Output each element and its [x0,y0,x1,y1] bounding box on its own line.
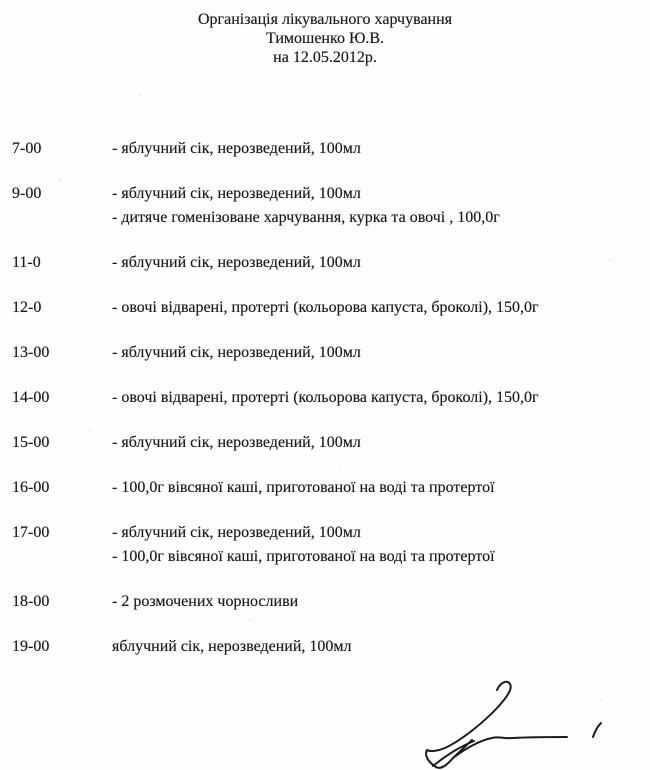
time-label: 12-0 [12,299,42,316]
time-label: 17-00 [12,524,50,541]
meal-items [112,296,650,320]
meal-items [112,476,650,500]
meal-item: - яблучний сік, нерозведений, 100мл [112,524,361,541]
schedule-row [12,341,650,365]
meal-item: - яблучний сік, нерозведений, 100мл [112,140,361,157]
meal-item: - 100,0г вівсяної каші, приготованої на воді та протертої [112,548,495,565]
schedule-row [12,182,650,230]
time-label: 13-00 [12,344,50,361]
time-label: 19-00 [12,638,50,655]
schedule-row [12,137,650,161]
meal-items [112,341,650,365]
meal-item: - овочі відварені, протерті (кольорова капуста, броколі), 150,0г [112,299,539,316]
time-label: 14-00 [12,389,50,406]
meal-item: - 2 розмочених чорносливи [112,593,299,610]
meal-items [112,590,650,614]
time-label: 18-00 [12,593,50,610]
meal-item: - дитяче гоменізоване харчування, курка та овочі , 100,0г [112,209,500,226]
meal-items [112,521,650,569]
meal-item: яблучний сік, нерозведений, 100мл [112,638,352,655]
schedule-row [12,590,650,614]
meal-item: - яблучний сік, нерозведений, 100мл [112,185,361,202]
meal-items [112,386,650,410]
schedule-row [12,521,650,569]
schedule-row [12,635,650,659]
meal-item: - 100,0г вівсяної каші, приготованої на воді та протертої [112,479,495,496]
meal-items [112,635,650,659]
meal-item: - яблучний сік, нерозведений, 100мл [112,344,361,361]
schedule-row [12,431,650,455]
meal-items [112,251,650,275]
document-header [0,0,650,67]
schedule-list [0,137,650,659]
document-date: на 12.05.2012р. [273,49,377,66]
meal-items [112,182,650,230]
meal-items [112,431,650,455]
document-author: Тимошенко Ю.В. [265,30,385,47]
schedule-row [12,251,650,275]
meal-item: - овочі відварені, протерті (кольорова капуста, броколі), 150,0г [112,389,539,406]
time-label: 16-00 [12,479,50,496]
time-label: 7-00 [12,140,42,157]
schedule-row [12,386,650,410]
time-label: 11-0 [12,254,41,271]
meal-items [112,137,650,161]
schedule-row [12,296,650,320]
document-title: Організація лікувального харчування [197,11,453,28]
time-label: 9-00 [12,185,42,202]
meal-item: - яблучний сік, нерозведений, 100мл [112,254,361,271]
time-label: 15-00 [12,434,50,451]
schedule-row [12,476,650,500]
meal-item: - яблучний сік, нерозведений, 100мл [112,434,361,451]
